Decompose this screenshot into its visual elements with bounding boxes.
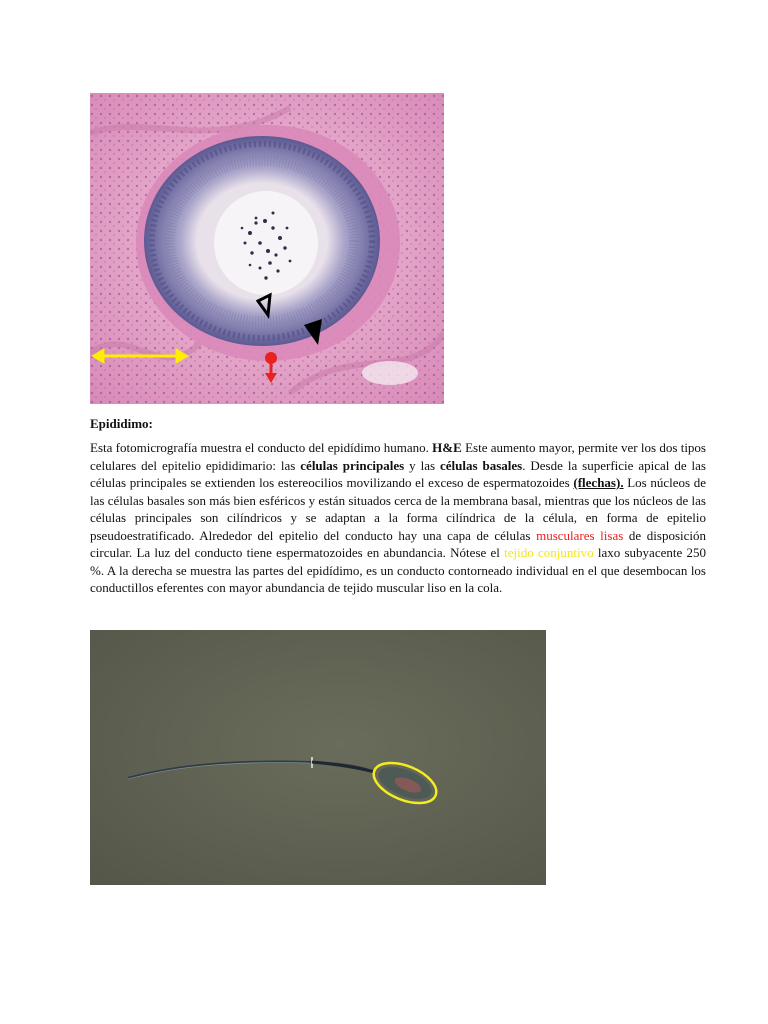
- connective-tissue-term: tejido conjuntivo: [504, 545, 594, 560]
- spermatozoon-micrograph: [90, 630, 546, 885]
- micrograph-background: [90, 630, 546, 885]
- principal-cells-term: células principales: [300, 457, 405, 473]
- stain-label: H&E: [432, 440, 462, 455]
- text-segment: Los núcleos de las células basales son más bien esféricos y están situados cerca de la membrana basal, mientras que los núcleos de las células principales son cilíndricos y se adaptan a la forma cilíndrica de la célula, en forma de epitelio pseudoestratificado. Alrededor del epitelio del conducto hay una capa de células: [90, 475, 706, 543]
- basal-cells-term: células basales: [439, 457, 523, 473]
- epididymis-micrograph: [90, 93, 444, 404]
- smooth-muscle-term: musculares lisas: [536, 527, 624, 543]
- text-segment: Esta fotomicrografía muestra el conducto del epidídimo humano.: [90, 440, 433, 455]
- text-segment: Este aumento mayor, permite ver los dos tipos celulares del epitelio epididimario: las: [90, 440, 706, 473]
- text-segment: laxo subyacente 250 %. A la derecha se muestra las partes del epidídimo, es un conducto contorneado individual en el que desembocan los conductillos eferentes con mayor abundancia de tejido muscular liso en la cola.: [90, 545, 706, 595]
- text-segment: y las: [404, 457, 440, 473]
- text-segment: de disposición circular. La luz del conducto tiene espermatozoides en abundancia. Nótese el: [90, 527, 707, 560]
- section-heading: Epididimo:: [90, 416, 153, 431]
- text-segment: . Desde la superficie apical de las células principales se extienden los estereocilios movilizando el exceso de espermatozoides: [90, 457, 706, 490]
- description-paragraph: [90, 439, 706, 597]
- arrows-term: (flechas).: [573, 475, 624, 490]
